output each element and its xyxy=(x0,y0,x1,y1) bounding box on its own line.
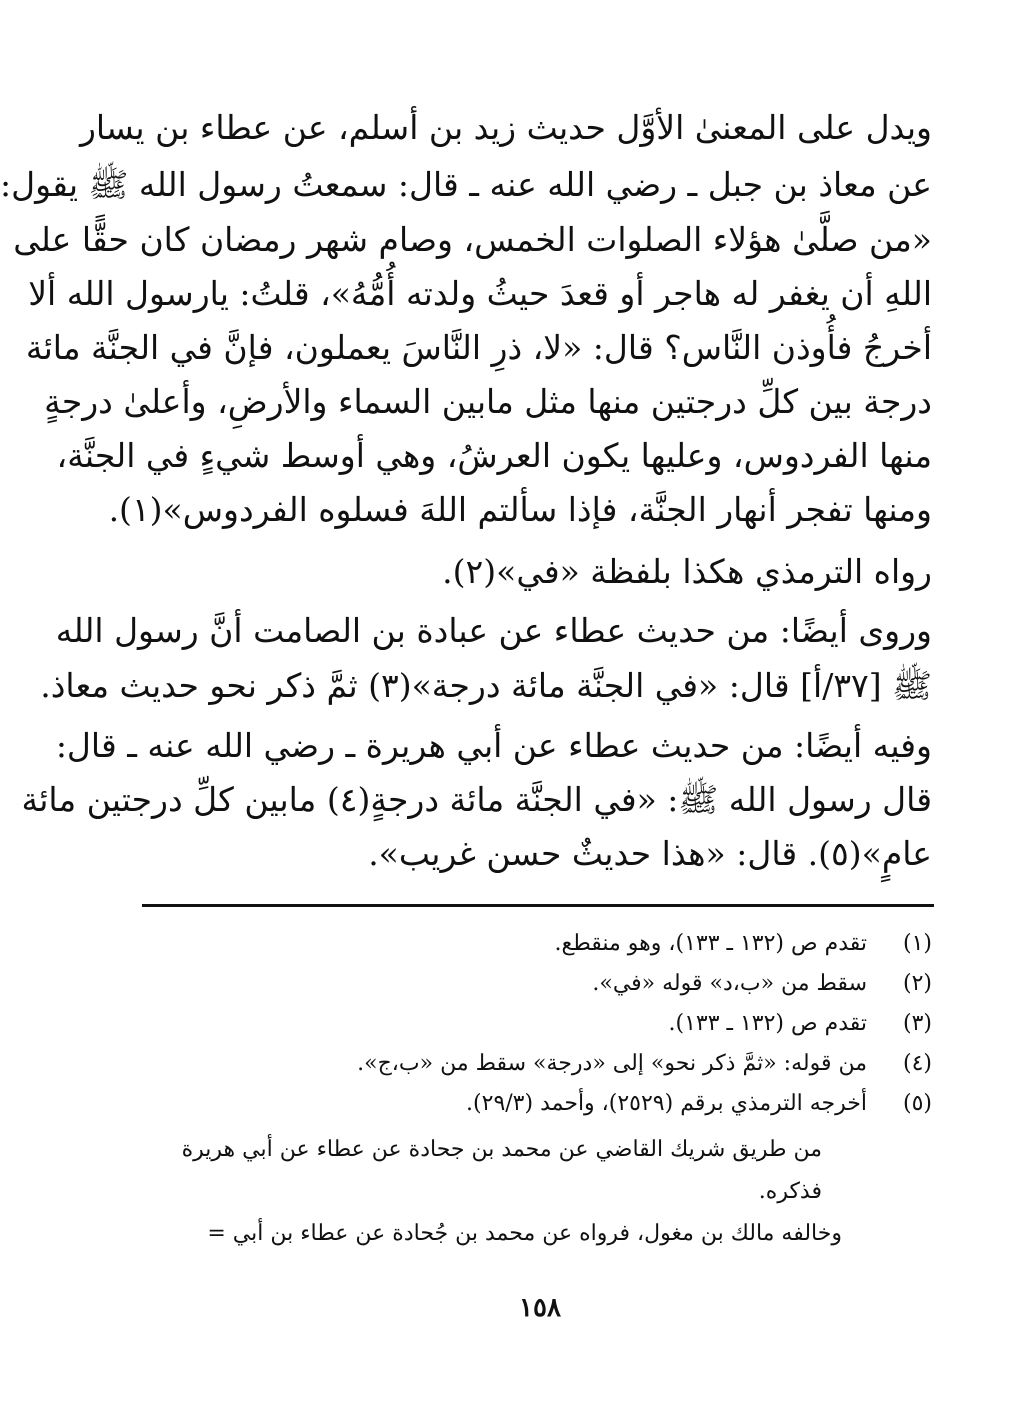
footnote-number: (٤) xyxy=(902,1051,932,1076)
footnote-number: (١) xyxy=(902,931,932,956)
body-line: قال رسول الله ﷺ: «في الجنَّة مائة درجةٍ(٤) مابين كلِّ درجتين مائة xyxy=(21,780,932,819)
body-line: أخرجُ فأُوذن النَّاس؟ قال: «لا، ذرِ النَّاسَ يعملون، فإنَّ في الجنَّة مائة xyxy=(25,328,932,367)
footnote-text: تقدم ص (١٣٢ ـ ١٣٣). xyxy=(668,1011,867,1036)
footnote xyxy=(142,1004,932,1044)
footnote-text: من قوله: «ثمَّ ذكر نحو» إلى «درجة» سقط من «ب،ج». xyxy=(357,1051,867,1076)
footnote-continuation-line: وخالفه مالك بن مغول، فرواه عن محمد بن جُحادة عن عطاء بن أبي = xyxy=(207,1221,842,1246)
footnote-number: (٥) xyxy=(902,1091,932,1116)
body-line: وفيه أيضًا: من حديث عطاء عن أبي هريرة ـ رضي الله عنه ـ قال: xyxy=(55,726,932,765)
body-line: منها الفردوس، وعليها يكون العرشُ، وهي أوسط شيءٍ في الجنَّة، xyxy=(56,436,932,475)
body-line: درجة بين كلِّ درجتين منها مثل مابين السماء والأرضِ، وأعلىٰ درجةٍ xyxy=(44,382,932,421)
footnote-continuation-line: فذكره. xyxy=(758,1179,822,1204)
body-line: عامٍ»(٥). قال: «هذا حديثٌ حسن غريب». xyxy=(368,834,932,873)
body-line: اللهِ أن يغفر له هاجر أو قعدَ حيثُ ولدته أُمُّهُ»، قلتُ: يارسول الله ألا xyxy=(28,274,932,313)
body-line: ومنها تفجر أنهار الجنَّة، فإذا سألتم اللهَ فسلوه الفردوس»(١). xyxy=(108,490,932,529)
body-line: ويدل على المعنىٰ الأوَّل حديث زيد بن أسلم، عن عطاء بن يسار xyxy=(80,108,932,147)
footnote-text: أخرجه الترمذي برقم (٢٥٢٩)، وأحمد (٢٩/٣). xyxy=(466,1091,867,1116)
body-line: عن معاذ بن جبل ـ رضي الله عنه ـ قال: سمعتُ رسول الله ﷺ يقول: xyxy=(0,165,932,204)
footnote xyxy=(142,964,932,1004)
footnote-separator xyxy=(142,904,934,907)
footnote xyxy=(142,1044,932,1084)
footnote-continuation-line: من طريق شريك القاضي عن محمد بن جحادة عن عطاء عن أبي هريرة xyxy=(181,1137,822,1162)
footnote-text: تقدم ص (١٣٢ ـ ١٣٣)، وهو منقطع. xyxy=(554,931,867,956)
body-line: رواه الترمذي هكذا بلفظة «في»(٢). xyxy=(442,552,932,591)
body-line: ﷺ [٣٧/أ] قال: «في الجنَّة مائة درجة»(٣) ثمَّ ذكر نحو حديث معاذ. xyxy=(40,666,932,705)
footnote-number: (٢) xyxy=(902,971,932,996)
footnote xyxy=(142,1084,932,1124)
page-number: ١٥٨ xyxy=(519,1293,561,1323)
footnote xyxy=(142,924,932,964)
footnote-text: سقط من «ب،د» قوله «في». xyxy=(592,971,867,996)
footnote-number: (٣) xyxy=(902,1011,932,1036)
body-line: وروى أيضًا: من حديث عطاء عن عبادة بن الصامت أنَّ رسول الله xyxy=(55,611,932,650)
body-line: «من صلَّىٰ هؤلاء الصلوات الخمس، وصام شهر رمضان كان حقًّا على xyxy=(13,220,932,259)
